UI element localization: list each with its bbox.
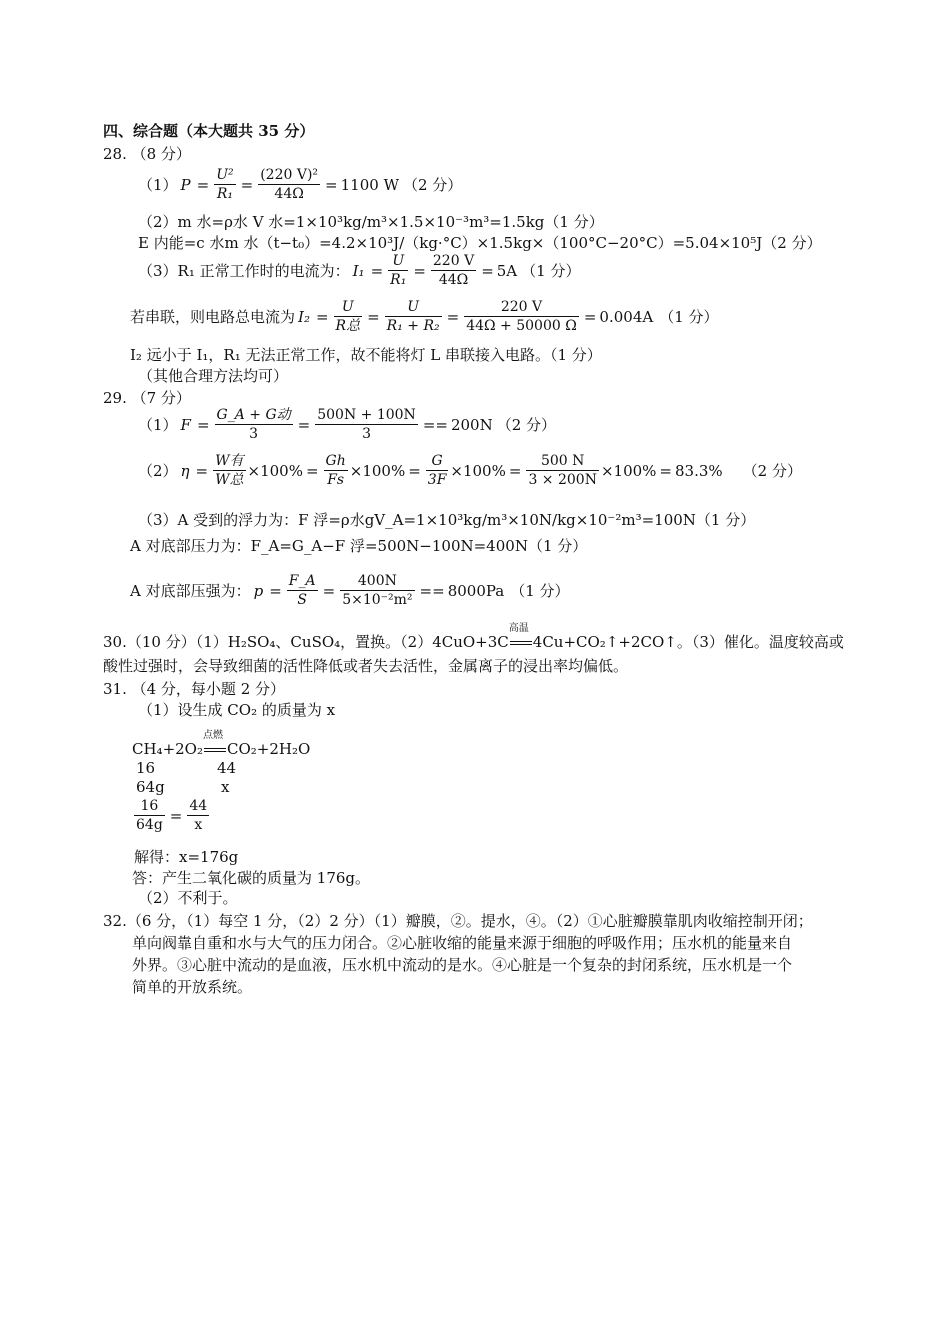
q31-unknown-x: x [221, 778, 230, 796]
q28-series-frac2: $\frac{U}{\text{R₁ + R₂}}$ [386, 299, 440, 334]
q28-note: （其他合理方法均可） [138, 367, 289, 385]
q31-frac-left: $\frac{16}{64g}$ [136, 798, 163, 833]
q29-p1-frac2: $\frac{500N + 100N}{3}$ [317, 407, 416, 442]
q28-p1-frac2: $\frac{\text{(220 V)²}}{44\Omega}$ [260, 167, 319, 202]
q28-p1-lhs: P [180, 175, 191, 194]
q29-header: 29. （7 分） [103, 389, 191, 407]
q29-p2-frac1: $\frac{\text{W有}}{\text{W总}}$ [215, 453, 244, 488]
q32-line1: 32.（6 分，（1）每空 1 分，（2）2 分）（1）瓣膜，②。提水，④。（2）①心脏瓣膜靠肌肉收缩控制开闭； [103, 912, 813, 930]
q29-p3-result: 8000Pa [447, 581, 505, 600]
q29-part3-line1: （3）A 受到的浮力为：F 浮=ρ水gV_A=1×10³kg/m³×10N/kg×10⁻²m³=100N（1 分） [138, 511, 756, 529]
q30-line2: 酸性过强时，会导致细菌的活性降低或者失去活性，金属离子的浸出率均偏低。 [103, 657, 629, 675]
q28-p3-frac1: $\frac{U}{\text{R₁}}$ [390, 253, 407, 288]
q30-line1: 30.（10 分）（1）H₂SO₄、CuSO₄，置换。（2）4CuO+3C 高温 4Cu+CO₂↑+2CO↑。（3）催化。温度较高或 [103, 623, 844, 651]
q29-p2-frac2: $\frac{Gh}{Fs}$ [325, 453, 346, 488]
q31-reaction-condition: 点燃 [203, 740, 227, 758]
q32-line2: 单向阀靠自重和水与大气的压力闭合。②心脏收缩的能量来源于细胞的呼吸作用；压水机的能量来自 [132, 934, 793, 952]
q29-p1-result: 200N [450, 415, 493, 434]
q28-part2-line1: （2）m 水=ρ水 V 水=1×10³kg/m³×1.5×10⁻³m³=1.5kg（1 分） [138, 213, 604, 231]
q29-p2-frac4: $\frac{500 N}{3 \times 200N}$ [528, 453, 597, 488]
q29-p1-frac1: $\frac{\text{G\_A + G动}}{3}$ [216, 407, 291, 442]
q28-p3-text: （3）R₁ 正常工作时的电流为： [138, 262, 350, 280]
q28-p1-score: （2 分） [402, 176, 463, 194]
q29-part3-pressure: A 对底部压强为： p = $\frac{F\_A}{S}$ = $\frac{400N}{\text{5×10⁻²m²}}$ == 8000Pa （1 分） [130, 573, 570, 608]
q28-part1-formula: （1） P = $\frac{\text{U²}}{\text{R₁}}$ = $\frac{\text{(220 V)²}}{44\Omega}$ = 1100 W （2 分） [138, 167, 463, 202]
q28-part3-formula: （3）R₁ 正常工作时的电流为： I₁ = $\frac{U}{\text{R₁}}$ = $\frac{220 V}{44\Omega}$ = 5A （1 分） [138, 253, 581, 288]
q28-series-frac1: $\frac{U}{\text{R总}}$ [335, 299, 361, 334]
q32-line4: 简单的开放系统。 [132, 978, 253, 996]
q31-given-64g: 64g [136, 778, 165, 796]
q28-p1-label: （1） [138, 176, 178, 194]
q31-solve: 解得：x=176g [134, 848, 239, 866]
q28-conclusion: I₂ 远小于 I₁，R₁ 无法正常工作，故不能将灯 L 串联接入电路。（1 分） [130, 346, 602, 364]
q31-frac-right: $\frac{44}{x}$ [189, 798, 208, 833]
q28-series-frac3: $\frac{220 V}{44\Omega + 50000 \Omega}$ [466, 299, 577, 334]
q30-reaction-condition: 高温 [509, 633, 533, 651]
q28-series-result: 0.004A [599, 307, 654, 326]
q31-sub2: （2）不利于。 [138, 889, 238, 907]
q29-p2-result: 83.3% [674, 461, 723, 480]
q29-part1-formula: （1） F = $\frac{\text{G\_A + G动}}{3}$ = $\frac{500N + 100N}{3}$ == 200N （2 分） [138, 407, 557, 442]
q31-answer: 答：产生二氧化碳的质量为 176g。 [132, 869, 371, 887]
q31-mass-16: 16 [136, 759, 156, 777]
q29-part3-line2: A 对底部压力为：F_A=G_A−F 浮=500N−100N=400N（1 分） [130, 537, 588, 555]
q28-header: 28. （8 分） [103, 145, 191, 163]
q32-line3: 外界。③心脏中流动的是血液，压水机中流动的是水。④心脏是一个复杂的封闭系统，压水机是一个 [132, 956, 793, 974]
q28-p1-frac1: $\frac{\text{U²}}{\text{R₁}}$ [216, 167, 234, 202]
q31-proportion: $\frac{16}{64g}$ = $\frac{44}{x}$ [136, 798, 208, 833]
q31-sub1: （1）设生成 CO₂ 的质量为 x [138, 701, 336, 719]
q29-p2-frac3: $\frac{G}{3F}$ [427, 453, 447, 488]
q28-series-formula: 若串联，则电路总电流为 I₂ = $\frac{U}{\text{R总}}$ = $\frac{U}{\text{R₁ + R₂}}$ = $\frac{220 V}{44\Omega + 50000 \Omega}$ = 0.004A （1 分） [130, 299, 719, 334]
q28-p1-result: 1100 W [340, 175, 399, 194]
section-title: 四、综合题（本大题共 35 分） [103, 122, 315, 140]
q29-p3-frac1: $\frac{F\_A}{S}$ [288, 573, 316, 608]
q31-header: 31. （4 分，每小题 2 分） [103, 680, 286, 698]
q31-equation: CH₄+2O₂ 点燃 CO₂+2H₂O [132, 730, 311, 758]
q31-mass-44: 44 [217, 759, 237, 777]
q29-p3-frac2: $\frac{400N}{\text{5×10⁻²m²}}$ [342, 573, 413, 608]
q28-series-text: 若串联，则电路总电流为 [130, 308, 296, 326]
q28-part2-line2: E 内能=c 水m 水（t−t₀）=4.2×10³J/（kg·°C）×1.5kg×（100°C−20°C）=5.04×10⁵J（2 分） [138, 234, 822, 252]
q28-p3-frac2: $\frac{220 V}{44\Omega}$ [432, 253, 475, 288]
q28-p3-result: 5A [496, 261, 518, 280]
q29-part2-formula: （2） η = $\frac{\text{W有}}{\text{W总}}$ ×100% = $\frac{Gh}{Fs}$ ×100% = $\frac{G}{3F}$ ×100% = $\frac{500 N}{3 \times 200N}$ ×100% = 83.3% （2 分） [138, 453, 802, 488]
